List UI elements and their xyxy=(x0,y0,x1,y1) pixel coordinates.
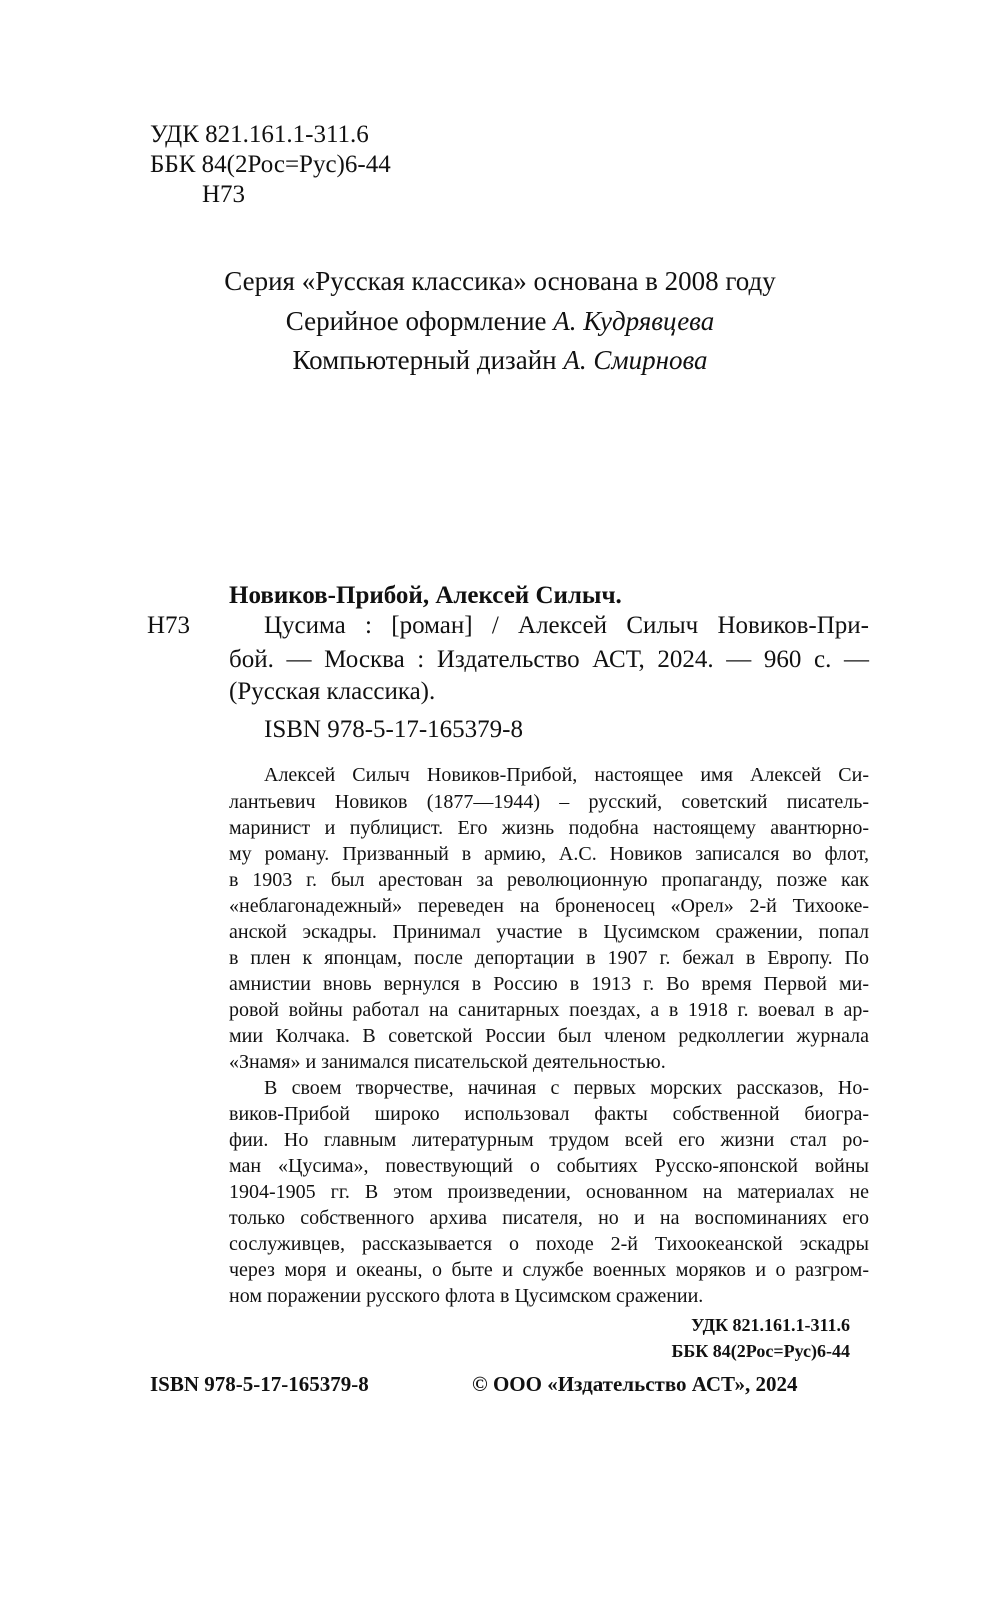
card-author-heading: Новиков-Прибой, Алексей Силыч. xyxy=(229,582,622,609)
card-isbn: ISBN 978-5-17-165379-8 xyxy=(264,716,524,743)
card-line: Цусима : [роман] / Алексей Силыч Новиков-При- xyxy=(264,612,869,639)
annotation-line: сослуживцев, рассказывается о походе 2-й Тихоокеанской эскадры xyxy=(229,1233,869,1255)
annotation-line: анской эскадры. Принимал участие в Цусимском сражении, попал xyxy=(229,921,869,943)
annotation-line: через моря и океаны, о быте и службе военных моряков и о разгром- xyxy=(229,1259,869,1281)
footer-copyright: © ООО «Издательство АСТ», 2024 xyxy=(472,1372,798,1396)
annotation-line: только собственного архива писателя, но и на воспоминаниях его xyxy=(229,1207,869,1229)
series-founded-line: Серия «Русская классика» основана в 2008 году xyxy=(224,266,776,296)
card-line: (Русская классика). xyxy=(229,678,436,705)
series-design-person: А. Кудрявцева xyxy=(553,306,715,336)
footer-isbn: ISBN 978-5-17-165379-8 xyxy=(150,1372,369,1396)
computer-design-line xyxy=(0,341,1000,379)
annotation-line: му роману. Призванный в армию, А.С. Новиков записался во флот, xyxy=(229,843,869,865)
annotation-line: ном поражении русского флота в Цусимском сражении. xyxy=(229,1285,704,1307)
annotation-line: фии. Но главным литературным трудом всей его жизни стал ро- xyxy=(229,1129,869,1151)
annotation-line: амнистии вновь вернулся в Россию в 1913 г. Во время Первой ми- xyxy=(229,973,869,995)
annotation-line: 1904-1905 гг. В этом произведении, основанном на материалах не xyxy=(229,1181,869,1203)
series-design-label: Серийное оформление xyxy=(285,306,547,336)
classification-block-top xyxy=(150,120,391,210)
annotation-line: в плен к японцам, после депортации в 1907 г. бежал в Европу. По xyxy=(229,947,869,969)
card-line: бой. — Москва : Издательство АСТ, 2024. — 960 с. — xyxy=(229,646,869,673)
series-design-line xyxy=(0,302,1000,340)
bbk-code: ББК 84(2Рос=Рус)6-44 xyxy=(150,151,391,178)
annotation-line: маринист и публицист. Его жизнь подобна настоящему авантюрно- xyxy=(229,817,869,839)
annotation-line: «Знамя» и занимался писательской деятельностью. xyxy=(229,1051,666,1073)
computer-design-label: Компьютерный дизайн xyxy=(292,345,557,375)
bbk-code-bottom: ББК 84(2Рос=Рус)6-44 xyxy=(671,1341,850,1361)
udk-code: УДК 821.161.1-311.6 xyxy=(150,121,369,148)
annotation-line: виков-Прибой широко использовал факты собственной биогра- xyxy=(229,1103,869,1125)
card-author-sign: Н73 xyxy=(147,612,191,639)
annotation-line: «неблагонадежный» переведен на броненосец «Орел» 2-й Тихооке- xyxy=(229,895,869,917)
annotation-line: В своем творчестве, начиная с первых морских рассказов, Но- xyxy=(264,1077,869,1099)
annotation-line: ман «Цусима», повествующий о событиях Русско-японской войны xyxy=(229,1155,869,1177)
udk-code-bottom: УДК 821.161.1-311.6 xyxy=(691,1315,850,1335)
annotation-line: мии Колчака. В советской России был членом редколлегии журнала xyxy=(229,1025,869,1047)
annotation-line: лантьевич Новиков (1877—1944) – русский, советский писатель- xyxy=(229,791,869,813)
annotation-line: Алексей Силыч Новиков-Прибой, настоящее имя Алексей Си- xyxy=(264,764,869,786)
author-sign: Н73 xyxy=(202,181,246,208)
annotation-line: в 1903 г. был арестован за революционную пропаганду, позже как xyxy=(229,869,869,891)
computer-design-person: А. Смирнова xyxy=(563,345,708,375)
annotation-line: ровой войны работал на санитарных поездах, а в 1918 г. воевал в ар- xyxy=(229,999,869,1021)
